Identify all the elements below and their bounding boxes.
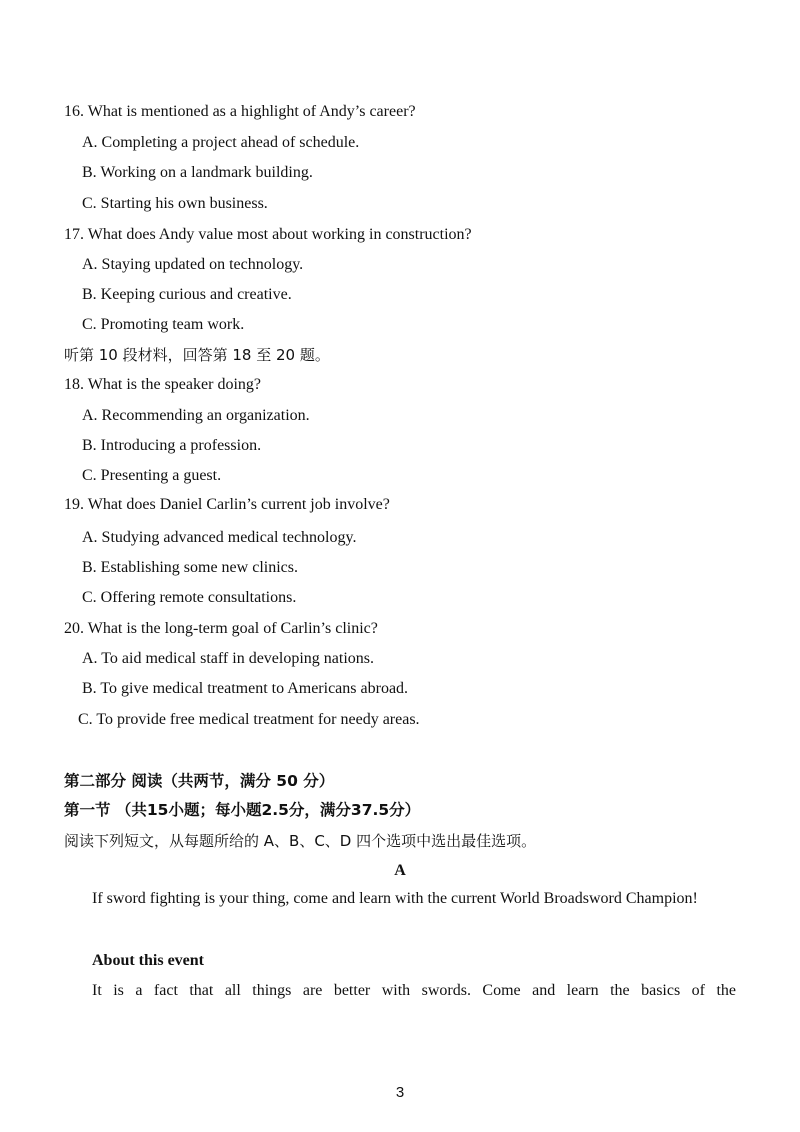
question-16-option-b: B. Working on a landmark building. (82, 164, 313, 181)
about-heading: About this event (92, 952, 205, 969)
listening-instruction: 听第 10 段材料，回答第 18 至 20 题。 (64, 346, 330, 364)
question-17-option-b: B. Keeping curious and creative. (82, 286, 292, 303)
question-16-option-a: A. Completing a project ahead of schedule. (82, 134, 360, 151)
question-18-stem: 18. What is the speaker doing? (64, 376, 261, 393)
about-text: It is a fact that all things are better with swords. Come and learn the basics of the (92, 982, 736, 999)
passage-intro: If sword fighting is your thing, come and learn with the current World Broadsword Champion! (92, 890, 698, 907)
passage-label: A (394, 862, 406, 879)
section-one-title: 第一节 （共15小题；每小题2.5分，满分37.5分） (64, 801, 421, 819)
part-two-title: 第二部分 阅读（共两节，满分 50 分） (64, 772, 335, 790)
question-19-option-c: C. Offering remote consultations. (82, 589, 297, 606)
question-20-stem: 20. What is the long-term goal of Carlin’s clinic? (64, 620, 378, 637)
question-20-option-b: B. To give medical treatment to Americans abroad. (82, 680, 409, 697)
question-19-option-b: B. Establishing some new clinics. (82, 559, 298, 576)
question-19-option-a: A. Studying advanced medical technology. (82, 529, 357, 546)
question-17-stem: 17. What does Andy value most about working in construction? (64, 226, 472, 243)
question-16-stem: 16. What is mentioned as a highlight of Andy’s career? (64, 103, 416, 120)
question-19-stem: 19. What does Daniel Carlin’s current job involve? (64, 496, 390, 513)
question-20-option-c: C. To provide free medical treatment for needy areas. (78, 711, 420, 728)
question-18-option-c: C. Presenting a guest. (82, 467, 222, 484)
question-20-option-a: A. To aid medical staff in developing nations. (82, 650, 375, 667)
question-18-option-b: B. Introducing a profession. (82, 437, 262, 454)
question-17-option-a: A. Staying updated on technology. (82, 256, 304, 273)
question-17-option-c: C. Promoting team work. (82, 316, 245, 333)
question-16-option-c: C. Starting his own business. (82, 195, 268, 212)
reading-instruction: 阅读下列短文，从每题所给的 A、B、C、D 四个选项中选出最佳选项。 (64, 832, 537, 850)
page-number: 3 (395, 1084, 405, 1101)
question-18-option-a: A. Recommending an organization. (82, 407, 310, 424)
